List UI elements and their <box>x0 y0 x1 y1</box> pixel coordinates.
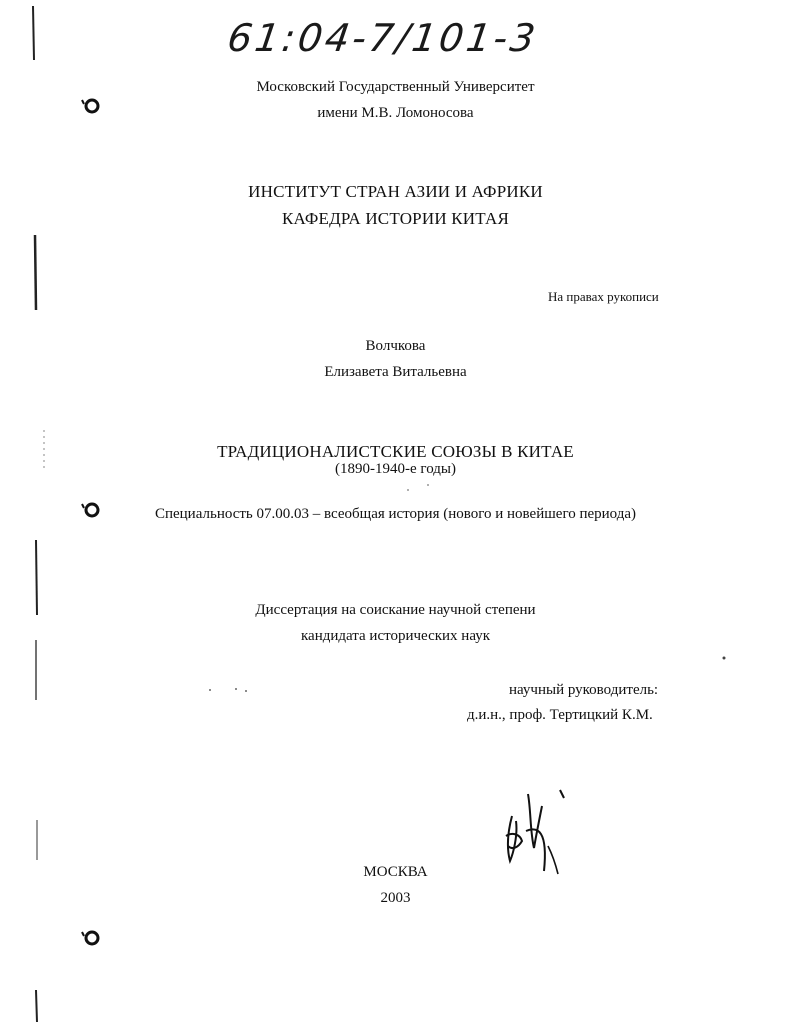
author-surname: Волчкова <box>365 338 426 354</box>
scan-speck <box>400 478 440 498</box>
scan-speck <box>718 652 732 666</box>
archive-number: 61:04-7/101-3 <box>224 16 541 60</box>
footer-year: 2003 <box>380 890 411 906</box>
footer-city: МОСКВА <box>363 864 428 880</box>
degree-line-1: Диссертация на соискание научной степени <box>255 602 536 618</box>
supervisor-name: д.и.н., проф. Тертицкий К.М. <box>467 707 653 723</box>
scan-speck <box>200 680 260 700</box>
department-name: КАФЕДРА ИСТОРИИ КИТАЯ <box>281 209 510 228</box>
thesis-specialty: Специальность 07.00.03 – всеобщая история (нового и новейшего периода) <box>154 506 637 522</box>
manuscript-note: На правах рукописи <box>548 289 659 304</box>
supervisor-label: научный руководитель: <box>509 682 659 698</box>
university-named-after: имени М.В. Ломоносова <box>317 105 474 121</box>
institute-name: ИНСТИТУТ СТРАН АЗИИ И АФРИКИ <box>248 182 543 201</box>
university-name: Московский Государственный Университет <box>256 79 535 95</box>
author-given-names: Елизавета Витальевна <box>324 364 467 380</box>
thesis-title: ТРАДИЦИОНАЛИСТСКИЕ СОЮЗЫ В КИТАЕ <box>217 442 574 461</box>
punch-hole-icon <box>80 926 104 950</box>
thesis-period: (1890-1940-е годы) <box>335 461 456 477</box>
degree-line-2: кандидата исторических наук <box>300 628 491 644</box>
